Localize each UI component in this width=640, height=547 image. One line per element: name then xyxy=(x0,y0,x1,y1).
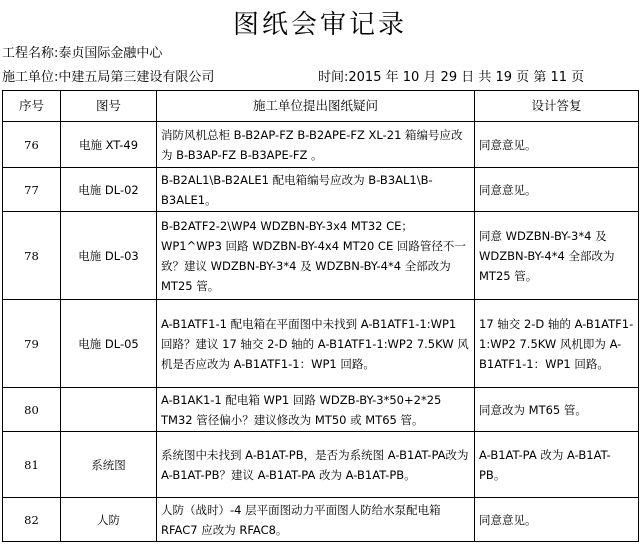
table-row xyxy=(3,300,639,388)
row-question: 人防（战时）-4 层平面图动力平面图人防给水泵配电箱 RFAC7 应改为 RFAC8。 xyxy=(157,498,475,542)
row-seq: 79 xyxy=(3,300,61,388)
header-reply: 设计答复 xyxy=(475,91,639,122)
row-seq: 82 xyxy=(3,498,61,542)
row-drawing-no: 电施 XT-49 xyxy=(61,122,157,168)
contractor-label: 施工单位: xyxy=(2,70,59,85)
date-value: 2015 年 10 月 29 日 xyxy=(348,70,475,85)
row-question: 系统图中未找到 A-B1AT-PB，是否为系统图 A-B1AT-PA改为 A-B1AT-PB？建议 A-B1AT-PA 改为 A-B1AT-PB。 xyxy=(157,432,475,498)
date-block xyxy=(318,66,584,85)
row-drawing-no: 电施 DL-03 xyxy=(61,212,157,300)
table-row xyxy=(3,122,639,168)
table-header-row xyxy=(3,91,639,122)
row-drawing-no: 人防 xyxy=(61,498,157,542)
row-reply: 17 轴交 2-D 轴的 A-B1ATF1-1:WP2 7.5KW 风机即为 A-B1ATF1-1：WP1 回路。 xyxy=(475,300,639,388)
row-question: A-B1AK1-1 配电箱 WP1 回路 WDZB-BY-3*50+2*25 TM32 管径偏小？建议修改为 MT50 或 MT65 管。 xyxy=(157,388,475,432)
row-reply: 同意意见。 xyxy=(475,498,639,542)
row-drawing-no xyxy=(61,388,157,432)
row-question: B-B2AL1\B-B2ALE1 配电箱编号应改为 B-B3AL1\B-B3ALE1。 xyxy=(157,168,475,212)
row-seq: 76 xyxy=(3,122,61,168)
review-table xyxy=(2,90,639,542)
row-seq: 78 xyxy=(3,212,61,300)
row-seq: 80 xyxy=(3,388,61,432)
header-drawing-no: 图号 xyxy=(61,91,157,122)
project-line xyxy=(2,42,162,61)
row-reply: 同意意见。 xyxy=(475,122,639,168)
row-question: B-B2ATF2-2\WP4 WDZBN-BY-3x4 MT32 CE；WP1^WP3 回路 WDZBN-BY-4x4 MT20 CE 回路管径不一致？建议 WDZBN-BY-3*4 及 WDZBN-BY-4*4 全部改为 MT25 管。 xyxy=(157,212,475,300)
row-reply: 同意 WDZBN-BY-3*4 及 WDZBN-BY-4*4 全部改为 MT25 管。 xyxy=(475,212,639,300)
table-row xyxy=(3,498,639,542)
row-reply: 同意意见。 xyxy=(475,168,639,212)
project-name: 泰贞国际金融中心 xyxy=(58,46,163,61)
row-drawing-no: 系统图 xyxy=(61,432,157,498)
row-question: 消防风机总柜 B-B2AP-FZ B-B2APE-FZ XL-21 箱编号应改为 B-B3AP-FZ B-B3APE-FZ 。 xyxy=(157,122,475,168)
header-seq: 序号 xyxy=(3,91,61,122)
contractor-line xyxy=(2,66,638,85)
total-pages: 共 19 页 xyxy=(478,70,530,85)
row-reply: A-B1AT-PA 改为 A-B1AT-PB。 xyxy=(475,432,639,498)
project-label: 工程名称: xyxy=(2,46,59,61)
page-number: 第 11 页 xyxy=(533,70,585,85)
row-question: A-B1ATF1-1 配电箱在平面图中未找到 A-B1ATF1-1:WP1 回路？建议 17 轴交 2-D 轴的 A-B1ATF1-1:WP2 7.5KW 风机是否应改为 A-B1ATF1-1：WP1 回路。 xyxy=(157,300,475,388)
table-row xyxy=(3,432,639,498)
row-seq: 81 xyxy=(3,432,61,498)
row-reply: 同意改为 MT65 管。 xyxy=(475,388,639,432)
date-label: 时间: xyxy=(318,70,349,85)
table-row xyxy=(3,212,639,300)
table-row xyxy=(3,168,639,212)
row-seq: 77 xyxy=(3,168,61,212)
contractor-name: 中建五局第三建设有限公司 xyxy=(58,70,215,85)
row-drawing-no: 电施 DL-05 xyxy=(61,300,157,388)
header-question: 施工单位提出图纸疑问 xyxy=(157,91,475,122)
row-drawing-no: 电施 DL-02 xyxy=(61,168,157,212)
table-row xyxy=(3,388,639,432)
page-title: 图纸会审记录 xyxy=(232,10,407,40)
